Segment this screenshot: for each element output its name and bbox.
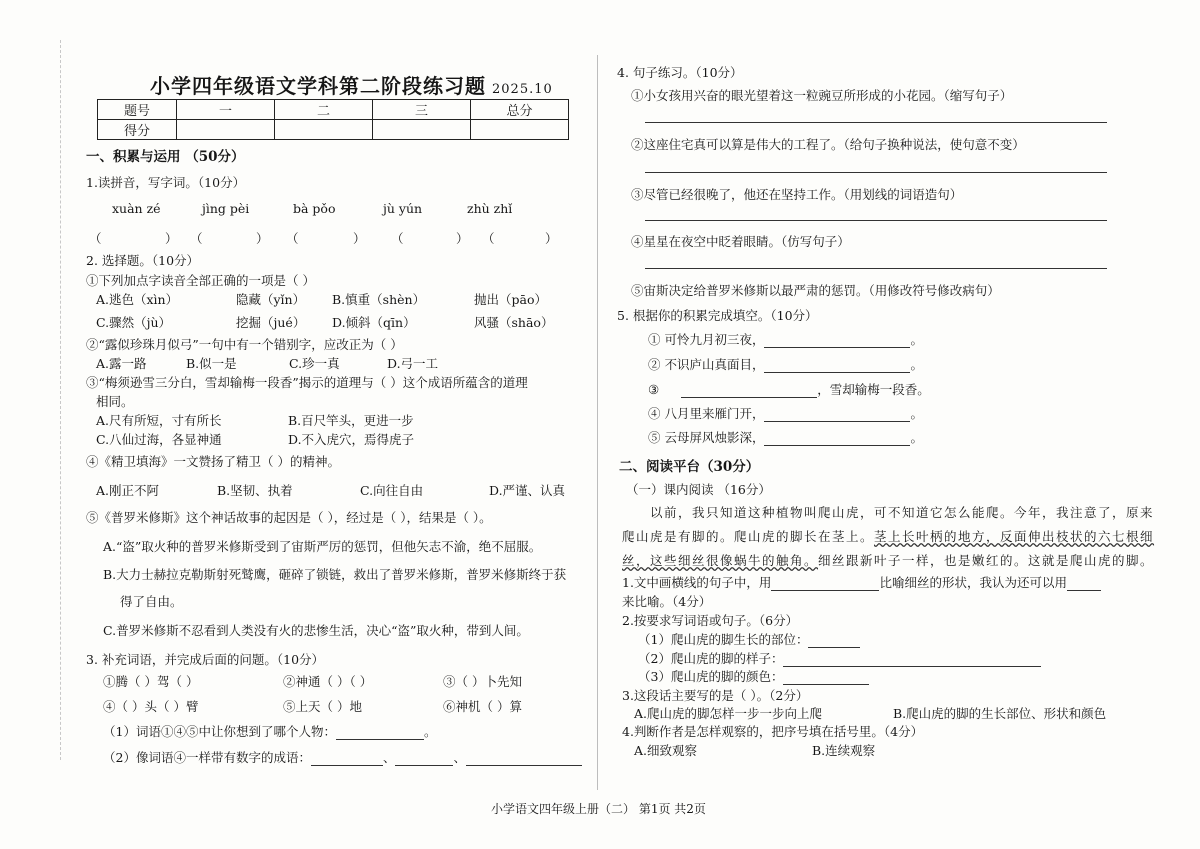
answer-blank[interactable]	[764, 445, 910, 446]
blank-paren: （	[89, 231, 102, 246]
reading-q2b	[638, 649, 1041, 667]
q2-sub1: ①下列加点字读音全部正确的一项是（ ）	[86, 273, 315, 288]
pinyin-1: xuàn zé	[112, 201, 161, 216]
q2-s1-opt: B.慎重（shèn）	[332, 292, 426, 307]
reading-q3: 3.这段话主要写的是（ ）。（2分）	[622, 688, 809, 703]
q5-title: 5. 根据你的积累完成填空。（10分）	[617, 308, 818, 323]
q3-title: 3. 补充词语，并完成后面的问题。（10分）	[86, 652, 325, 667]
passage-line-1: 以前，我只知道这种植物叫爬山虎，可不知道它怎么能爬。今年，我注意了，原来	[650, 505, 1155, 520]
q2-s3-opt: A.尺有所短，寸有所长	[96, 413, 222, 428]
answer-blank[interactable]	[764, 347, 910, 348]
q5-item-text: ③	[648, 382, 660, 397]
answer-blank[interactable]	[783, 684, 869, 685]
blank-paren: （	[286, 231, 299, 246]
reading-q4: 4.判断作者是怎样观察的，把序号填在括号里。（4分）	[622, 724, 924, 739]
binding-edge	[60, 40, 61, 760]
q2-s3-opt: C.八仙过海，各显神通	[96, 432, 222, 447]
reading-q1-text: 1.文中画横线的句子中，用	[622, 575, 772, 590]
passage-text: 爬山虎是有脚的。爬山虎的脚长在茎上。	[622, 529, 875, 544]
section-2-heading: 二、阅读平台（30分）	[619, 459, 760, 475]
q3-word: ②神通（ ）（ ）	[283, 674, 373, 689]
score-cell: 三	[373, 100, 471, 120]
score-input-cell[interactable]	[275, 120, 373, 140]
reading-q4-opt-b: B.连续观察	[812, 743, 876, 758]
score-cell: 一	[177, 100, 275, 120]
answer-blank[interactable]	[808, 647, 860, 648]
score-input-cell[interactable]	[471, 120, 569, 140]
blank-paren: （	[190, 231, 203, 246]
q2-s4-opt: A.刚正不阿	[96, 483, 160, 498]
reading-q3-opt-b: B.爬山虎的脚的生长部位、形状和颜色	[893, 706, 1107, 721]
q2-title: 2. 选择题。（10分）	[86, 253, 200, 268]
q3-word: ⑤上天（ ）地	[283, 699, 362, 714]
subsection-heading: （一）课内阅读 （16分）	[626, 482, 771, 497]
q4-sub5: ⑤宙斯决定给普罗米修斯以最严肃的惩罚。（用修改符号修改病句）	[631, 283, 1000, 298]
q3-sub1-end: 。	[423, 724, 437, 739]
score-table-score-row	[98, 120, 569, 140]
score-cell: 二	[275, 100, 373, 120]
q2-s2-opt: B.似一是	[186, 356, 237, 371]
answer-line[interactable]	[645, 268, 1107, 269]
q2-s1-opt: 抛出（pāo）	[474, 292, 547, 307]
answer-blank[interactable]	[466, 765, 582, 766]
blank-paren: ）	[256, 231, 269, 246]
q5-item	[648, 330, 923, 348]
reading-q1-text: 比喻细丝的形状，我认为还可以用	[879, 575, 1067, 590]
q5-item	[648, 355, 923, 373]
q3-sep: 、	[382, 750, 396, 765]
answer-blank[interactable]	[311, 765, 383, 766]
q4-sub3: ③尽管已经很晚了，他还在坚持工作。（用划线的词语造句）	[631, 187, 963, 202]
passage-line-3	[622, 551, 1154, 569]
q5-end: 。	[910, 357, 923, 372]
passage-text: 细丝跟新叶子一样，也是嫩红的。这就是爬山虎的脚。	[818, 553, 1155, 568]
blank-paren: ）	[353, 231, 366, 246]
q2-sub3: ③“梅须逊雪三分白，雪却输梅一段香”揭示的道理与（ ）这个成语所蕴含的道理	[86, 375, 528, 390]
q3-word: ④（ ）头（ ）臂	[103, 699, 199, 714]
reading-q1	[622, 573, 1101, 591]
reading-q2a-text: （1）爬山虎的脚生长的部位：	[638, 632, 809, 647]
q2-s4-opt: B.坚韧、执着	[217, 483, 293, 498]
q2-s1-opt: 隐藏（yǐn）	[236, 292, 306, 307]
reading-q4-opt-a: A.细致观察	[634, 743, 698, 758]
q2-s1-opt: C.骤然（jù）	[96, 315, 172, 330]
answer-blank[interactable]	[764, 421, 910, 422]
passage-marked-text: 茎上长叶柄的地方，反面伸出枝状的六七根细	[874, 529, 1155, 544]
q2-s2-opt: C.珍一真	[289, 356, 340, 371]
passage-marked-text: 丝，这些细丝很像蜗牛的触角。	[622, 553, 819, 568]
q3-sub2-text: （2）像词语④一样带有数字的成语：	[103, 750, 311, 765]
reading-q2: 2.按要求写词语或句子。（6分）	[622, 613, 799, 628]
answer-line[interactable]	[645, 122, 1107, 123]
reading-q1-cont: 来比喻。（4分）	[622, 594, 712, 609]
q5-item3-tail: ，雪却输梅一段香。	[817, 382, 930, 397]
q4-title: 4. 句子练习。（10分）	[617, 65, 743, 80]
blank-paren: （	[391, 231, 404, 246]
title-text: 小学四年级语文学科第二阶段练习题	[150, 74, 486, 98]
q5-item	[648, 380, 930, 398]
reading-q2b-text: （2）爬山虎的脚的样子：	[638, 651, 784, 666]
score-input-cell[interactable]	[177, 120, 275, 140]
q2-s5-opt-b: B.大力士赫拉克勒斯射死鹫鹰，砸碎了锁链，救出了普罗米修斯，普罗米修斯终于获	[103, 567, 567, 582]
q2-s4-opt: D.严谨、认真	[489, 483, 566, 498]
q4-sub2: ②这座住宅真可以算是伟大的工程了。（给句子换种说法，使句意不变）	[631, 137, 1025, 152]
q4-sub4: ④星星在夜空中眨着眼睛。（仿写句子）	[631, 234, 850, 249]
page-title	[150, 70, 553, 99]
score-table-header-row	[98, 100, 569, 120]
q2-s2-opt: D.弓一工	[387, 356, 439, 371]
score-cell: 总分	[471, 100, 569, 120]
q2-s3-opt: D.不入虎穴，焉得虎子	[288, 432, 415, 447]
reading-q2a	[638, 630, 860, 648]
q2-s3-opt: B.百尺竿头，更进一步	[288, 413, 414, 428]
score-input-cell[interactable]	[373, 120, 471, 140]
reading-q2c	[638, 667, 869, 685]
q2-s5-opt-a: A.“盗”取火种的普罗米修斯受到了宙斯严厉的惩罚，但他矢志不渝，绝不屈服。	[103, 539, 542, 554]
q5-item-text: ① 可怜九月初三夜，	[648, 332, 765, 347]
section-1-heading: 一、积累与运用 （50分）	[86, 149, 245, 165]
pinyin-3: bà pǒo	[293, 201, 336, 216]
q4-sub1: ①小女孩用兴奋的眼光望着这一粒豌豆所形成的小花园。（缩写句子）	[631, 88, 1013, 103]
pinyin-2: jìng pèi	[202, 201, 250, 216]
pinyin-4: jù yún	[383, 201, 423, 216]
q2-s5-opt-c: C.普罗米修斯不忍看到人类没有火的悲惨生活，决心“盗”取火种，带到人间。	[103, 623, 529, 638]
q2-s4-opt: C.向往自由	[360, 483, 424, 498]
score-cell: 得分	[98, 120, 177, 140]
q5-end: 。	[910, 406, 923, 421]
passage-line-2	[622, 527, 1154, 545]
q2-s2-opt: A.露一路	[96, 356, 147, 371]
q2-s1-opt: A.逃色（xìn）	[96, 292, 179, 307]
q3-sub1-text: （1）词语①④⑤中让你想到了哪个人物：	[103, 724, 336, 739]
q5-end: 。	[910, 332, 923, 347]
q2-sub2: ②“露似珍珠月似弓”一句中有一个错别字，应改正为（ ）	[86, 337, 403, 352]
answer-line[interactable]	[645, 172, 1107, 173]
pinyin-5: zhù zhǐ	[467, 201, 513, 216]
q1-title: 1.读拼音，写字词。（10分）	[86, 175, 246, 190]
page-footer: 小学语文四年级上册（二） 第1页 共2页	[491, 802, 706, 816]
q3-sub1	[103, 722, 436, 740]
q2-s1-opt: D.倾斜（qīn）	[332, 315, 416, 330]
q2-sub5: ⑤《普罗米修斯》这个神话故事的起因是（ ），经过是（ ），结果是（ ）。	[86, 510, 492, 525]
blank-paren: ）	[456, 231, 469, 246]
answer-blank[interactable]	[771, 590, 879, 591]
answer-blank[interactable]	[336, 739, 424, 740]
q5-item-text: ⑤ 云母屏风烛影深，	[648, 430, 765, 445]
q5-item	[648, 428, 923, 446]
q5-item-text: ④ 八月里来雁门开，	[648, 406, 765, 421]
q5-item	[648, 404, 923, 422]
q2-s1-opt: 风骚（shāo）	[474, 315, 554, 330]
q2-s1-opt: 挖掘（jué）	[236, 315, 306, 330]
q3-word: ③（ ）卜先知	[443, 674, 522, 689]
answer-blank[interactable]	[395, 765, 453, 766]
title-year: 2025.10	[492, 82, 553, 97]
answer-blank[interactable]	[681, 397, 817, 398]
q2-s5-opt-b-cont: 得了自由。	[120, 594, 183, 609]
reading-q2c-text: （3）爬山虎的脚的颜色：	[638, 669, 784, 684]
q2-sub4: ④《精卫填海》一文赞扬了精卫（ ）的精神。	[86, 454, 340, 469]
reading-q3-opt-a: A.爬山虎的脚怎样一步一步向上爬	[634, 706, 823, 721]
score-table	[97, 99, 569, 140]
q3-sep: 、	[453, 750, 466, 765]
q2-sub3-cont: 相同。	[96, 394, 134, 409]
q3-word: ①腾（ ）驾（ ）	[103, 674, 199, 689]
column-divider	[597, 55, 598, 790]
q5-item-text: ② 不识庐山真面目，	[648, 357, 765, 372]
score-cell: 题号	[98, 100, 177, 120]
answer-blank[interactable]	[764, 372, 910, 373]
q3-sub2	[103, 748, 582, 766]
blank-paren: ）	[545, 231, 558, 246]
q3-word: ⑥神机（ ）算	[443, 699, 522, 714]
answer-blank[interactable]	[1067, 590, 1101, 591]
answer-line[interactable]	[645, 220, 1107, 221]
blank-paren: ）	[165, 231, 178, 246]
blank-paren: （	[482, 231, 495, 246]
q5-end: 。	[910, 430, 923, 445]
